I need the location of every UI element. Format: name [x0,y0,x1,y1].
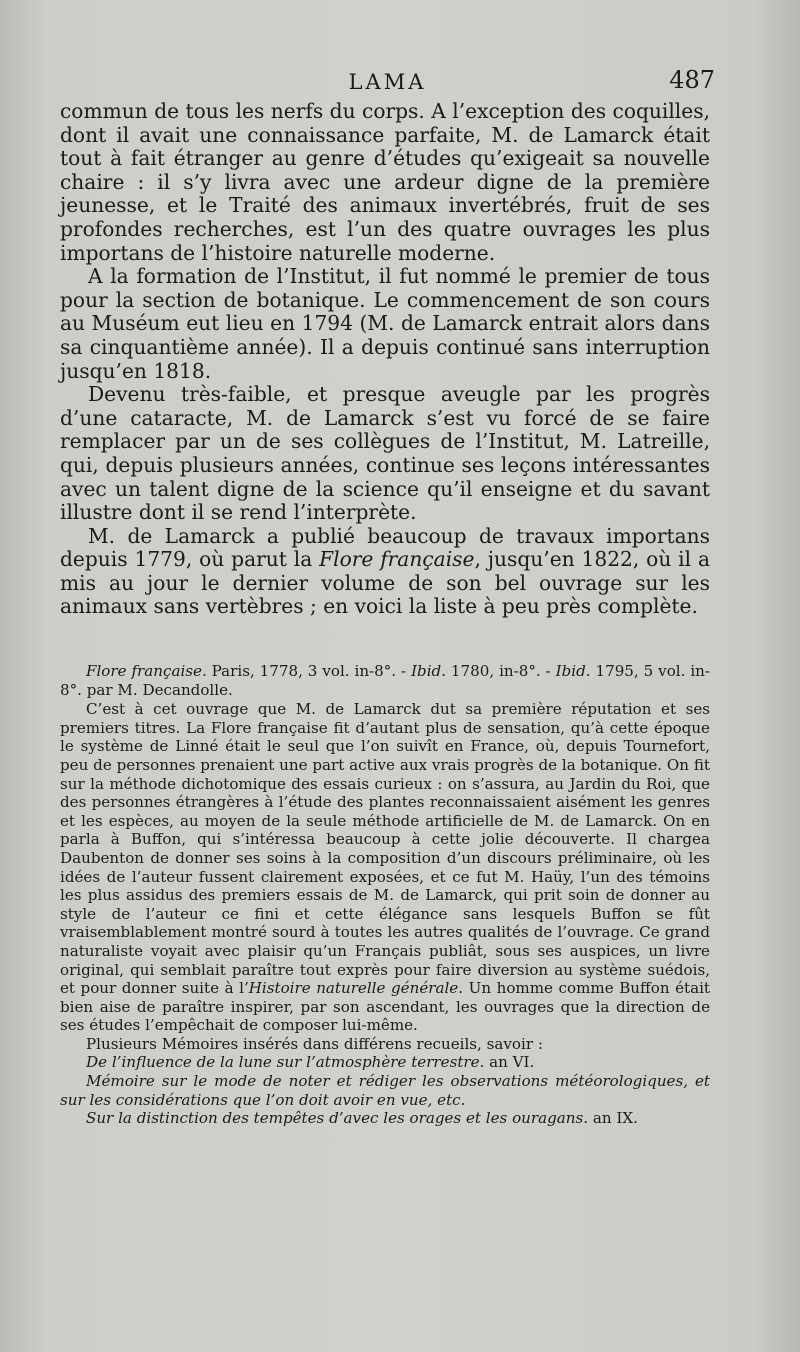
paragraph-2: A la formation de l’Institut, il fut nommé le premier de tous pour la section de botanique. Le commencement de son cours au Muséum eut lieu en 1794 (M. de Lamarck entrait alors dans sa cinquantième année). Il a depuis continué sans interruption jusqu’en 1818. [60,264,710,383]
note-tempetes-title: Sur la distinction des tempêtes d’avec les orages et les ouragans. [86,1109,589,1128]
paragraph-4-text: M. de Lamarck a publié beaucoup de travaux importans depuis 1779, où parut la [60,523,710,572]
page-header [60,66,715,100]
note-text-a: Paris, 1778, 3 vol. in-8°. - [206,662,412,680]
bibliography-notes [60,662,710,1128]
note-text-b: 1780, in-8°. - [446,662,556,680]
note-lune [60,1053,710,1072]
note-memoires: Plusieurs Mémoires insérés dans différens recueils, savoir : [86,1034,543,1053]
note-lune-date: an VI. [484,1053,535,1072]
running-title: LAMA [348,70,427,94]
note-lune-title: De l’influence de la lune sur l’atmosphère terrestre. [86,1053,485,1072]
note-tempetes [60,1109,710,1128]
paragraph-3: Devenu très-faible, et presque aveugle par les progrès d’une cataracte, M. de Lamarck s’est vu forcé de se faire remplacer par un de ses collègues de l’Institut, M. Latreille, qui, depuis plusieurs années, continue ses leçons intéressantes avec un talent digne de la science qu’il enseigne et du savant illustre dont il se rend l’interprète. [60,382,710,525]
paragraph-4-end: , jusqu’en 1822, où il a mis au jour le dernier volume de son bel ouvrage sur les animaux sans vertèbres ; en voici la liste à peu près complète. [60,547,710,619]
note-commentary-end: . Un homme comme Buffon était bien aise de paraître inspirer, par son ascendant, les ouvrages que la direction de ses études l’empêchait de composer lui-même. [60,979,710,1035]
note-title: Flore française. [86,662,207,680]
main-text [60,100,710,619]
note-meteorologie-title: Mémoire sur le mode de noter et rédiger les observations météorologiques, et sur les considérations que l’on doit avoir en vue, etc. [60,1072,710,1109]
note-flore-francaise [60,662,710,699]
histoire-naturelle-title: Histoire naturelle générale [248,979,459,998]
note-commentary-text: C’est à cet ouvrage que M. de Lamarck dut sa première réputation et ses premiers titres. La Flore française fit d’autant plus de sensation, qu’à cette époque le système de Linné était le seul que l’on suivît en France, où, depuis Tournefort, peu de personnes prenaient une part active aux vrais progrès de la botanique. On fit sur la méthode dichotomique des essais curieux : on s’assura, au Jardin du Roi, que des personnes étrangères à l’étude des plantes reconnaissaient aisément les genres et les espèces, au moyen de la seule méthode artificielle de M. de Lamarck. On en parla à Buffon, qui s’intéressa beaucoup à cette jolie découverte. Il chargea Daubenton de donner ses soins à la composition d’un discours préliminaire, où les idées de l’auteur fussent clairement exposées, et ce fut M. Haüy, l’un des témoins les plus assidus des premiers essais de M. de Lamarck, qui prit soin de donner au style de l’auteur ce fini et cette élégance sans lesquels Buffon se fût vraisemblablement montré sourd à toutes les autres qualités de l’ouvrage. Ce grand naturaliste voyait avec plaisir qu’un Français publiât, sous ses auspices, un livre original, qui semblait paraître tout exprès pour faire diversion au système suédois, et pour donner suite à l’ [60,700,710,998]
note-ibid-1: Ibid. [411,662,446,680]
note-ibid-2: Ibid. [555,662,591,680]
flore-francaise-title: Flore française [319,547,475,572]
note-tempetes-date: an IX. [588,1109,638,1128]
paragraph-4 [60,525,710,619]
page-number: 487 [669,66,715,94]
note-meteorologie [60,1072,710,1109]
note-commentary [60,700,710,1035]
note-text-c: 1795, 5 vol. in-8°. par M. Decandolle. [60,662,710,699]
paragraph-1: commun de tous les nerfs du corps. A l’exception des coquilles, dont il avait une connaissance parfaite, M. de Lamarck était tout à fait étranger au genre d’études qu’exigeait sa nouvelle chaire : il s’y livra avec une ardeur digne de la première jeunesse, et le Traité des animaux invertébrés, fruit de ses profondes recherches, est l’un des quatre ouvrages les plus importans de l’histoire naturelle moderne. [60,99,710,265]
